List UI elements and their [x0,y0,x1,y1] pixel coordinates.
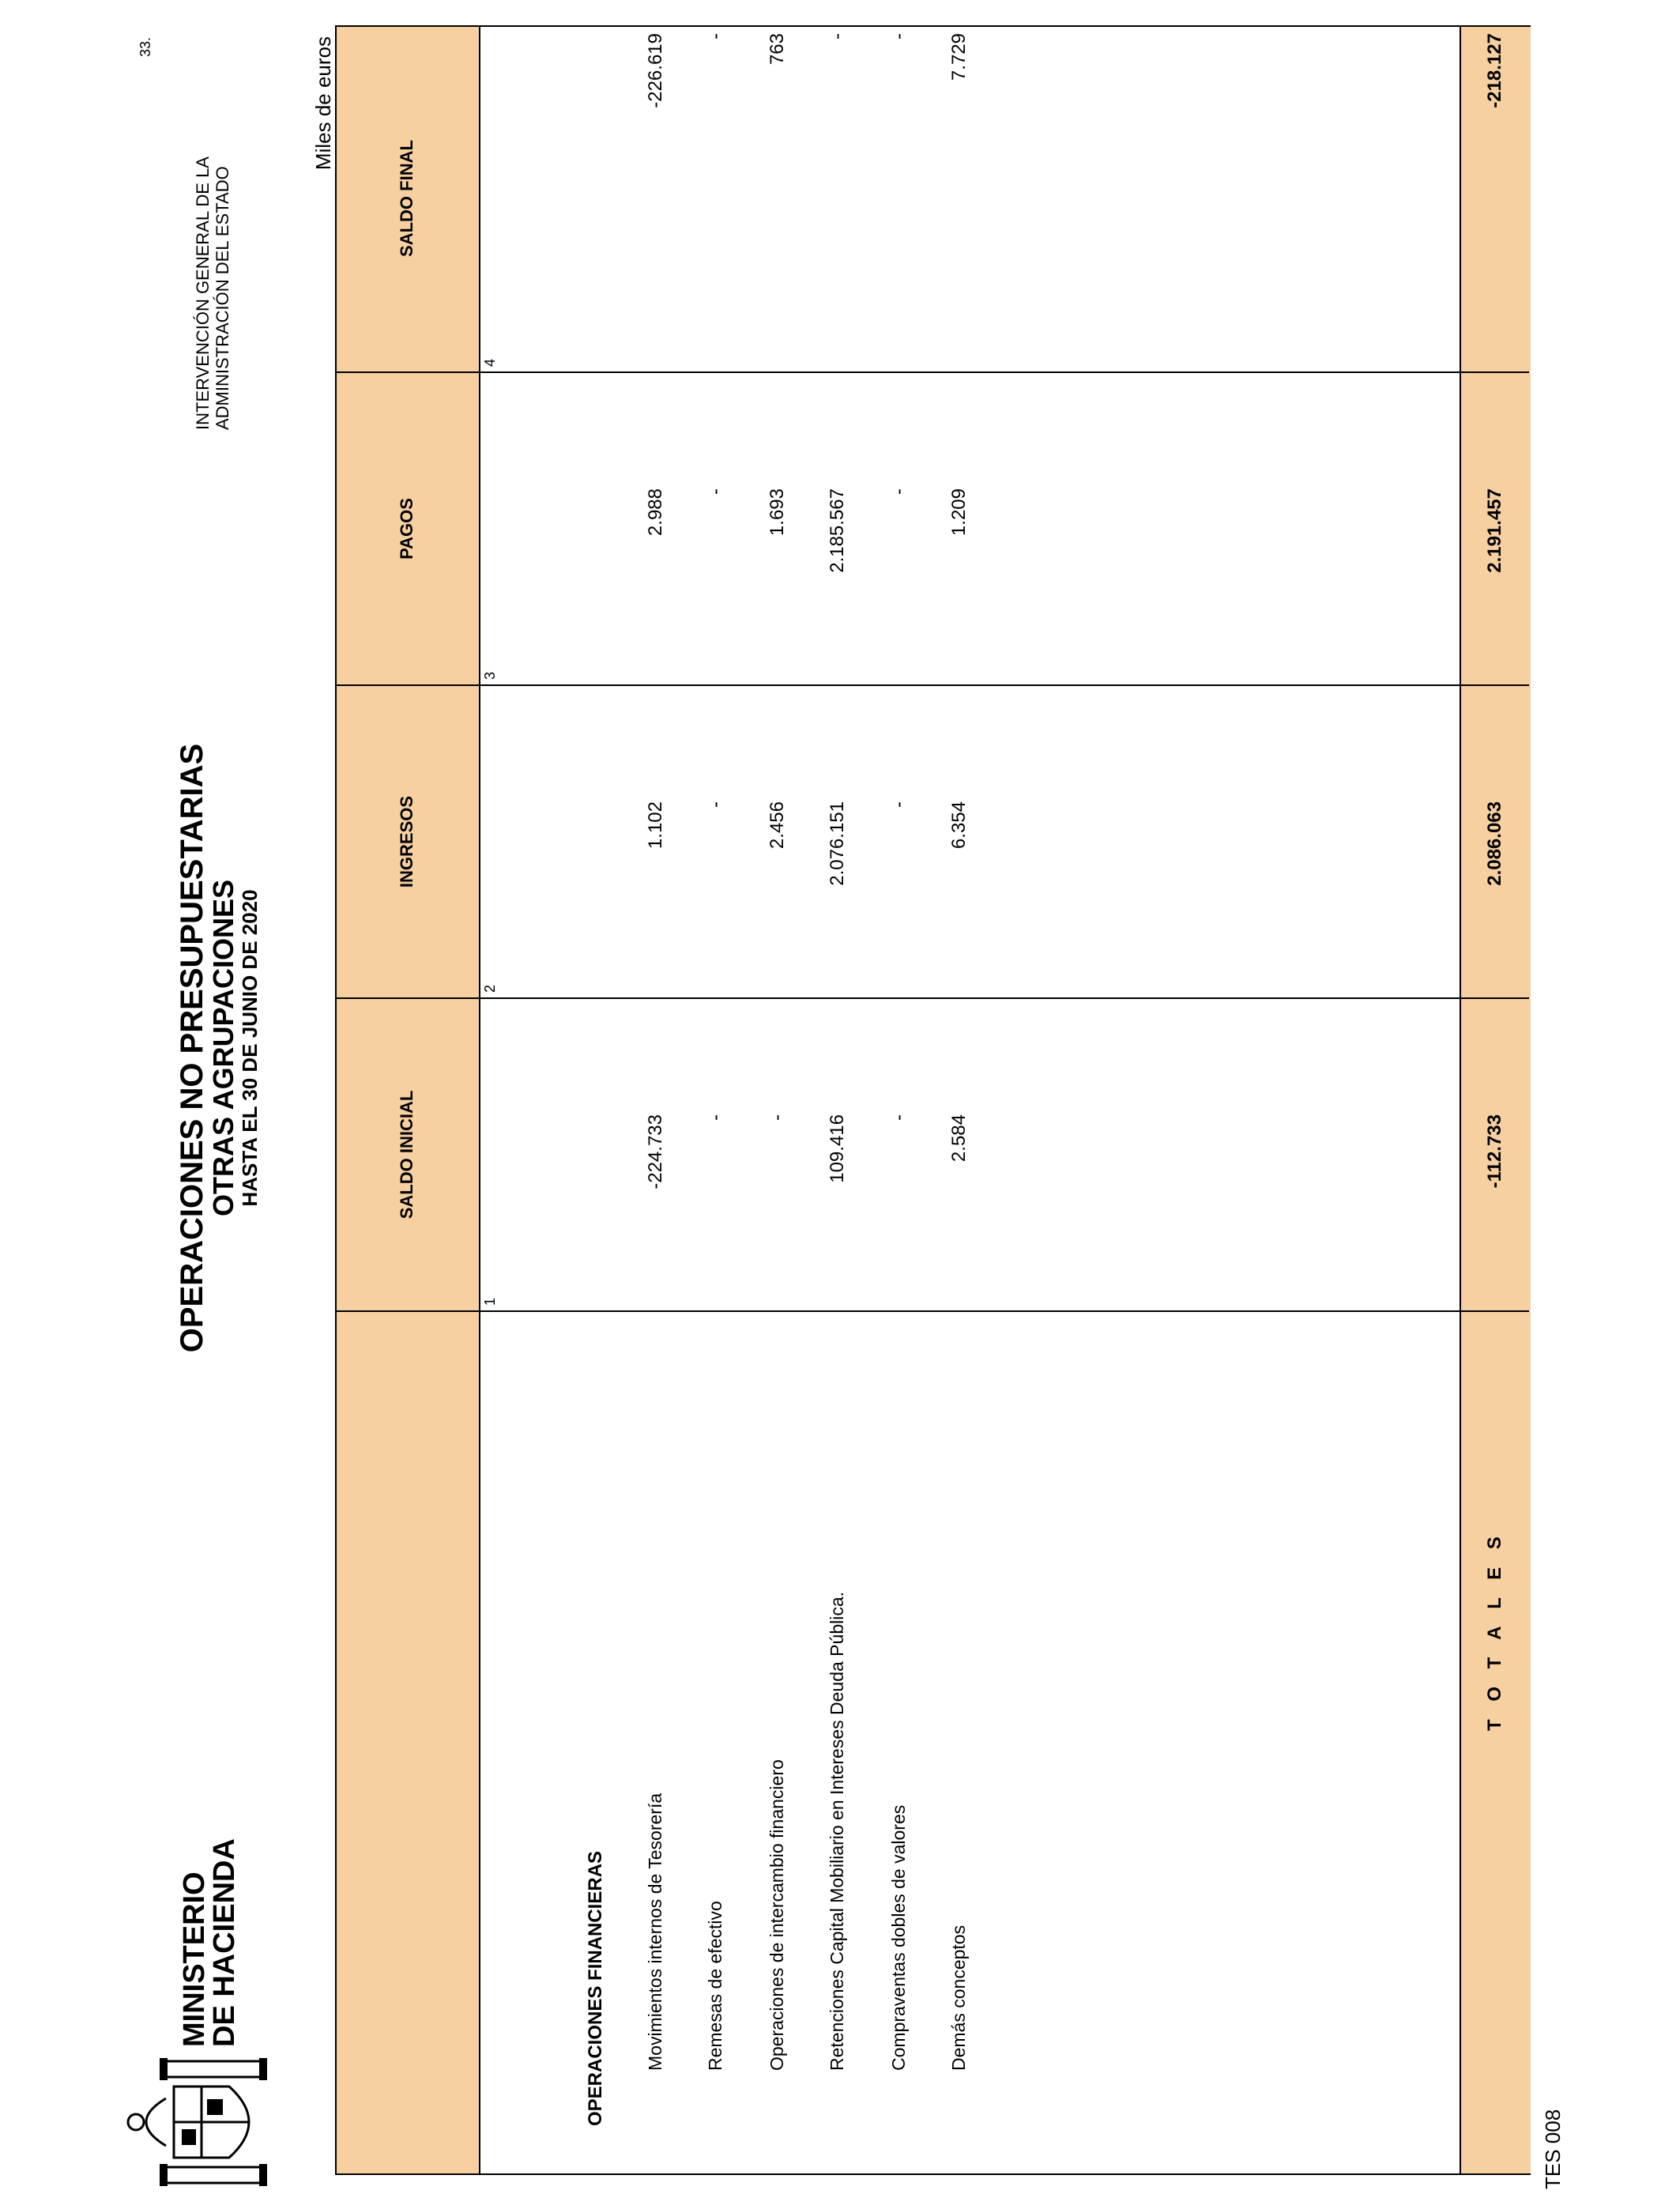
cell-saldo-final: - [705,33,726,40]
report-title: OPERACIONES NO PRESUPUESTARIAS [175,743,209,1353]
cell-saldo-final: 763 [767,33,788,66]
totals-label: T O T A L E S [1484,1530,1505,1731]
cell-saldo-inicial: - [705,1114,726,1121]
row-label: Demás conceptos [948,1924,969,2071]
col-divider-3 [337,684,1529,686]
report-subtitle: OTRAS AGRUPACIONES [207,879,239,1217]
col-number-2: 2 [482,984,498,993]
col-number-1: 1 [482,1297,498,1306]
col-divider-1 [337,1310,1529,1312]
cell-ingresos: 2.456 [767,801,788,850]
cell-saldo-inicial: - [767,1114,788,1121]
cell-ingresos: 1.102 [645,801,666,850]
data-table [335,25,1531,2175]
cell-saldo-final: - [827,33,848,40]
ministry-line-2: DE HACIENDA [208,1838,241,2047]
org-line-2: ADMINISTRACIÓN DEL ESTADO [213,166,232,430]
col-header-saldo-final: SALDO FINAL [397,140,416,257]
section-heading: OPERACIONES FINANCIERAS [585,1850,606,2126]
total-saldo-inicial: -112.733 [1484,1114,1505,1189]
cell-pagos: 1.693 [767,488,788,537]
cell-pagos: 2.988 [645,488,666,537]
row-label: Retenciones Capital Mobiliario en Intereses Deuda Pública. [827,1591,847,2071]
cell-saldo-inicial: 2.584 [948,1114,970,1163]
col-header-ingresos: INGRESOS [397,795,416,888]
cell-pagos: 2.185.567 [827,488,848,573]
cell-saldo-inicial: - [888,1114,910,1121]
cell-pagos: - [705,488,726,495]
report-date: HASTA EL 30 DE JUNIO DE 2020 [238,889,262,1207]
total-ingresos: 2.086.063 [1484,801,1505,886]
footer-code: TES 008 [1541,2109,1565,2189]
cell-saldo-inicial: 109.416 [827,1114,848,1183]
cell-saldo-final: - [888,33,910,40]
col-number-4: 4 [482,358,498,367]
cell-saldo-final: 7.729 [948,33,970,81]
org-line-1: INTERVENCIÓN GENERAL DE LA [193,156,213,430]
cell-ingresos: 6.354 [948,801,970,850]
col-header-saldo-inicial: SALDO INICIAL [397,1090,416,1220]
total-saldo-final: -218.127 [1484,33,1505,108]
total-pagos: 2.191.457 [1484,488,1505,573]
coat-of-arms-icon [119,2055,284,2189]
cell-ingresos: - [705,801,726,808]
header-divider [479,27,480,2173]
row-label: Operaciones de intercambio financiero [767,1759,787,2071]
cell-pagos: 1.209 [948,488,970,537]
col-divider-2 [337,997,1529,999]
col-number-3: 3 [482,671,498,680]
cell-ingresos: - [888,801,910,808]
cell-pagos: - [888,488,910,495]
row-label: Movimientos internos de Tesorería [645,1793,665,2071]
col-divider-4 [337,371,1529,373]
row-label: Remesas de efectivo [705,1901,725,2071]
units-label: Miles de euros [311,36,335,171]
page-number: 33. [137,36,153,57]
totals-divider [1460,27,1461,2173]
col-header-pagos: PAGOS [397,498,416,560]
row-label: Compraventas dobles de valores [888,1804,909,2071]
cell-saldo-inicial: -224.733 [645,1114,666,1189]
cell-saldo-final: -226.619 [645,33,666,108]
cell-ingresos: 2.076.151 [827,801,848,886]
ministry-line-1: MINISTERIO [178,1872,211,2047]
